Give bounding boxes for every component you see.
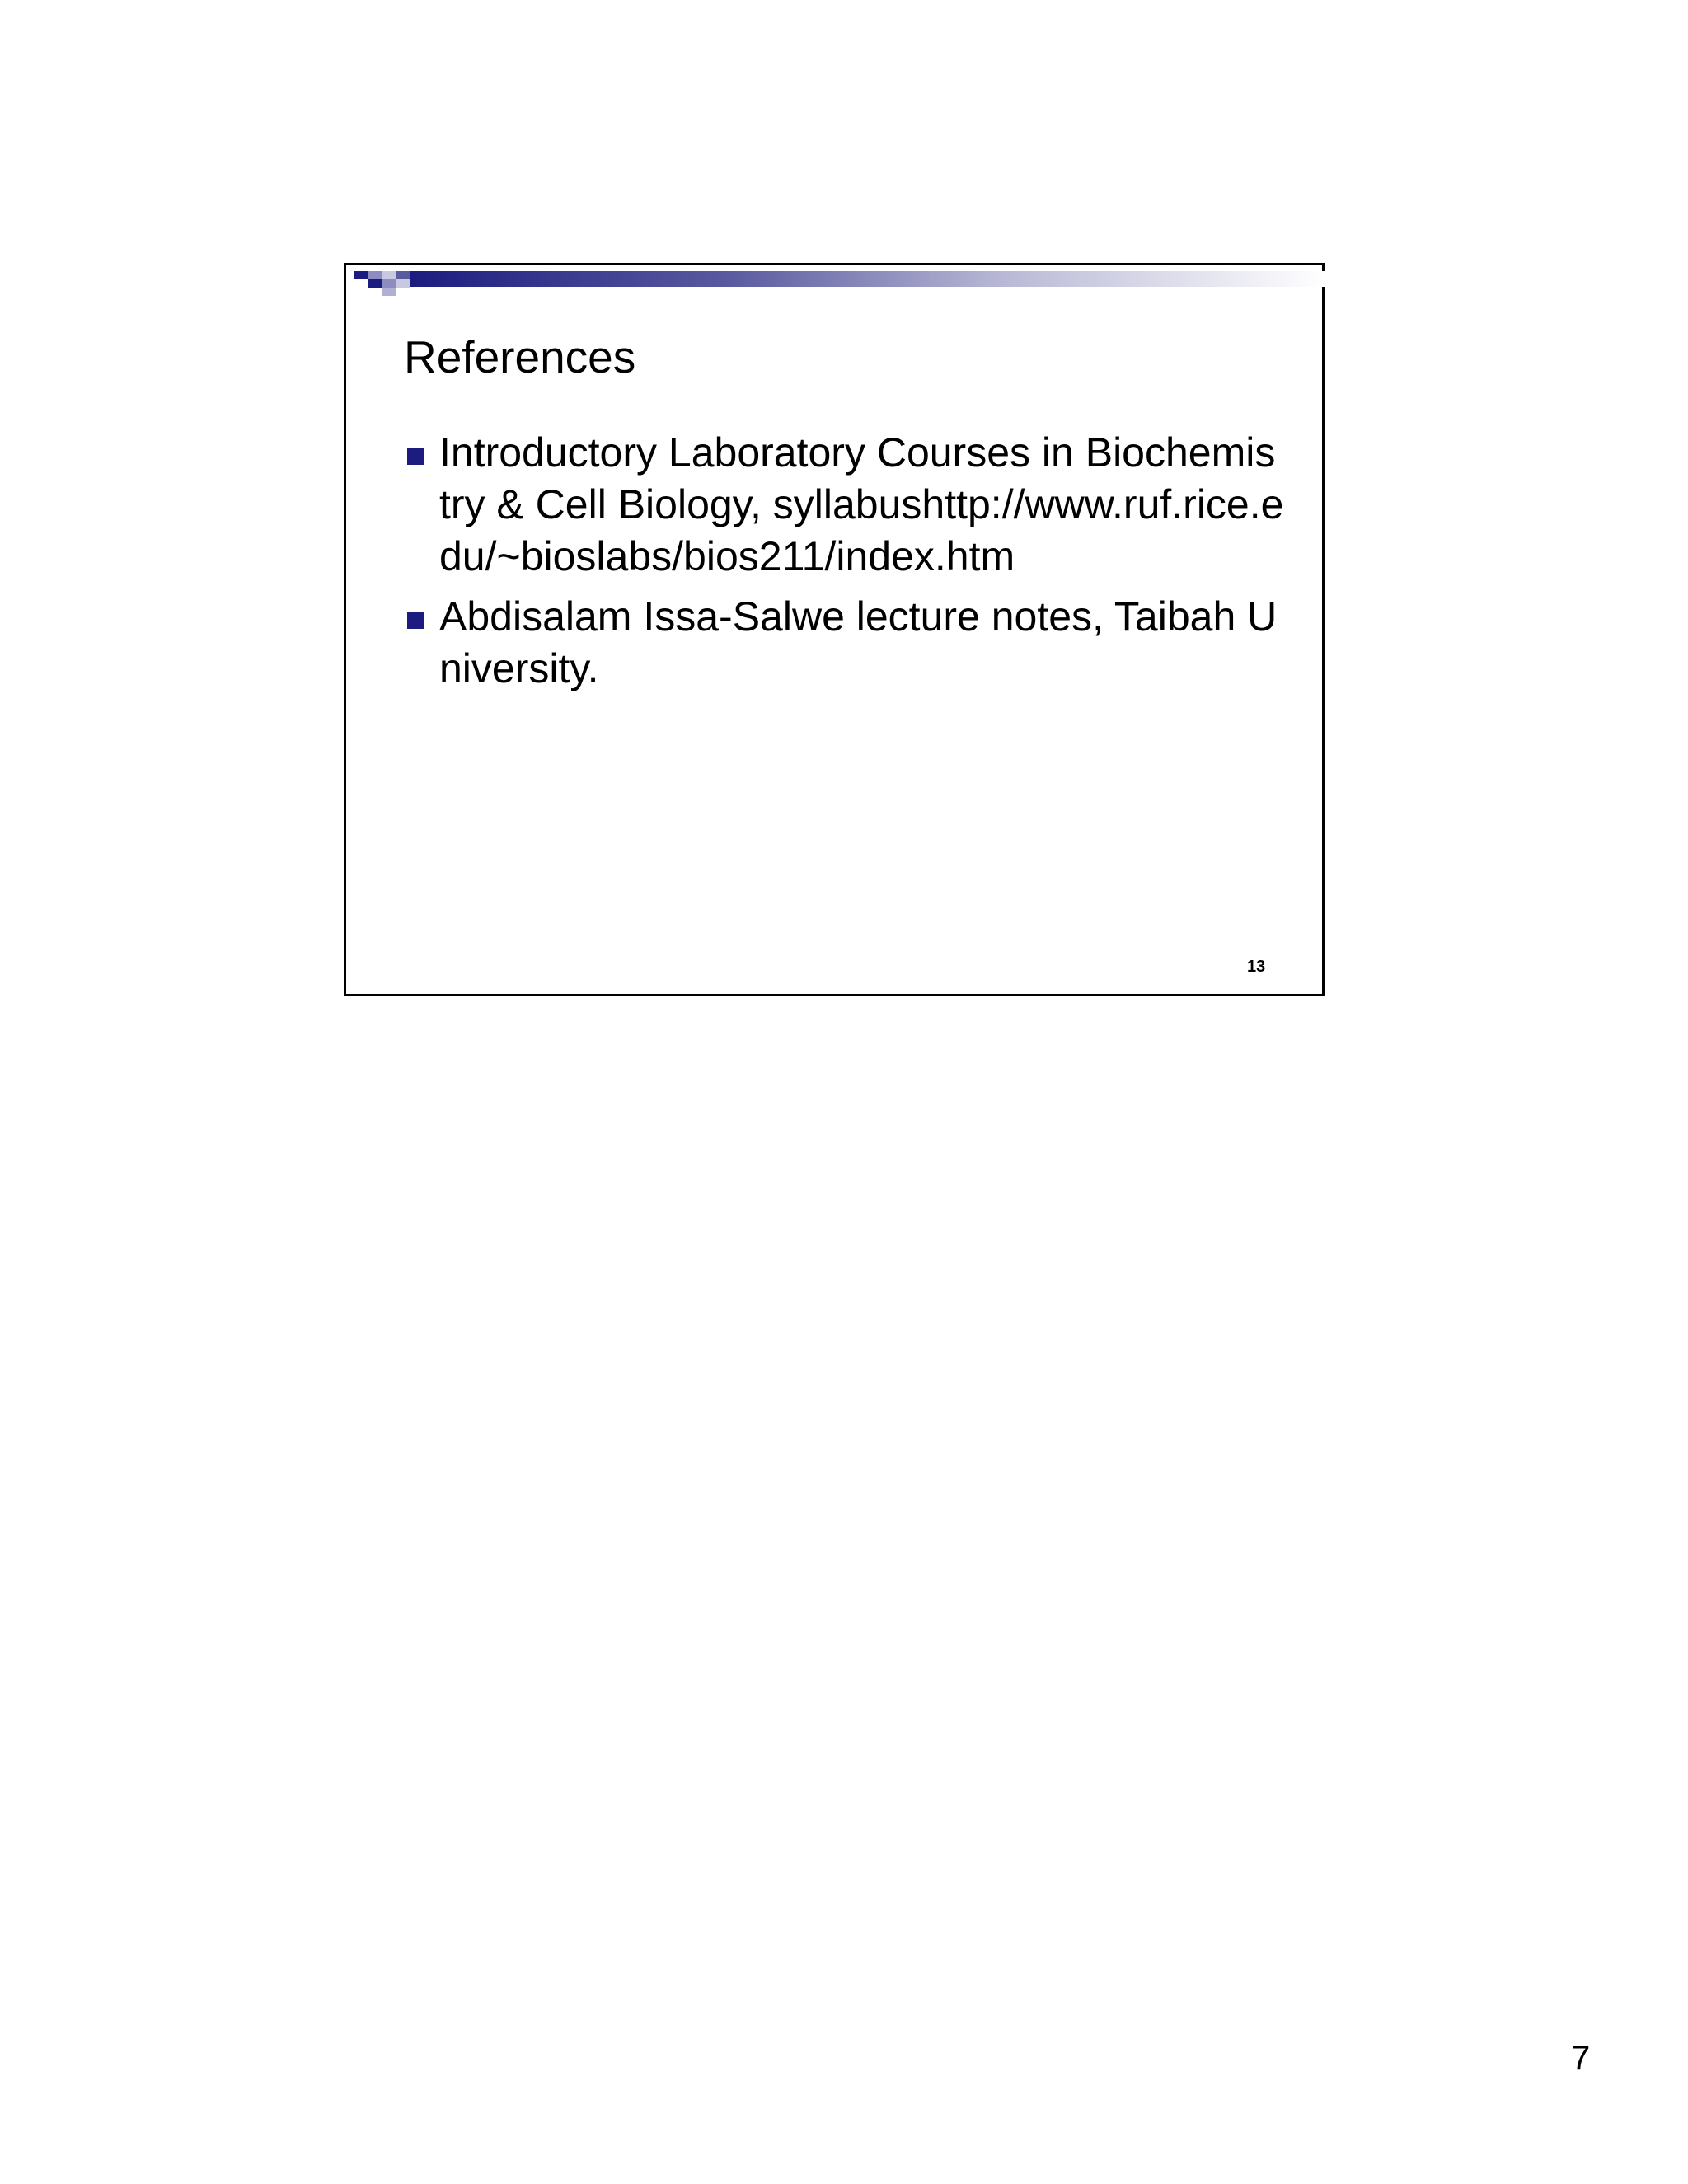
- slide-frame: [344, 263, 1325, 996]
- gradient-bar: [410, 271, 1325, 287]
- slide-header-decoration: [346, 265, 1322, 298]
- decoration-square: [354, 271, 368, 279]
- decoration-square: [382, 271, 396, 279]
- decoration-square: [396, 279, 410, 288]
- square-bullet-icon: [407, 448, 424, 465]
- reference-item: [402, 591, 1284, 695]
- decoration-square: [368, 279, 382, 288]
- slide-title: References: [404, 331, 636, 382]
- square-bullet-icon: [407, 612, 424, 629]
- reference-list: [402, 427, 1284, 703]
- reference-text: Abdisalam Issa-Salwe lecture notes, Taibah University.: [439, 593, 1278, 691]
- decoration-square: [368, 271, 382, 279]
- reference-text: Introductory Laboratory Courses in Biochemistry & Cell Biology, syllabushttp://www.ruf.rice.edu/~bioslabs/bios211/index.htm: [439, 429, 1284, 579]
- decoration-square: [382, 288, 396, 296]
- slide-number: 13: [1247, 958, 1266, 976]
- reference-item: [402, 427, 1284, 583]
- page-number: 7: [1571, 2038, 1591, 2077]
- decoration-square: [382, 279, 396, 288]
- decoration-square: [396, 271, 410, 279]
